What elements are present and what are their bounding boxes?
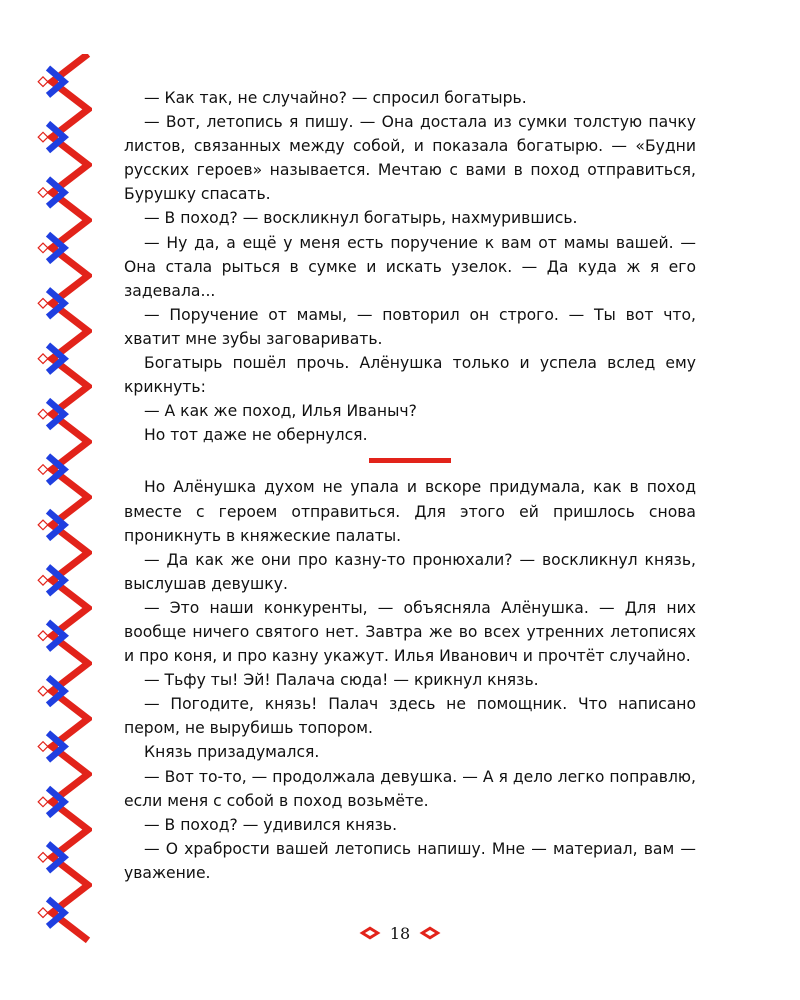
diamond-ornament-icon bbox=[358, 925, 382, 941]
paragraph: — Вот, летопись я пишу. — Она достала из сумки толстую пачку листов, связанных между собой, и показала богатырю. — «Будни русских героев» называется. Мечтаю с вами в поход отправиться, Бурушку спасать. bbox=[124, 113, 696, 204]
paragraph: — Как так, не случайно? — спросил богатырь. bbox=[144, 89, 527, 107]
page-text bbox=[124, 86, 696, 885]
paragraph: — Да как же они про казну-то пронюхали? — воскликнул князь, выслушав девушку. bbox=[124, 550, 696, 593]
paragraph: Князь призадумался. bbox=[144, 743, 320, 762]
paragraph: — В поход? — удивился князь. bbox=[144, 815, 398, 834]
section-divider bbox=[369, 458, 451, 463]
ornament-border bbox=[28, 54, 92, 944]
diamond-ornament-icon bbox=[418, 925, 442, 941]
page-number: 18 bbox=[389, 923, 411, 943]
paragraph: Но Алёнушка духом не упала и вскоре придумала, как в поход вместе с героем отправиться. Для этого ей пришлось снова проникнуть в княжеские палаты. bbox=[124, 478, 696, 545]
paragraph: — Погодите, князь! Палач здесь не помощник. Что написано пером, не вырубишь топором. bbox=[124, 695, 696, 738]
page-footer bbox=[0, 921, 800, 945]
paragraph: — Поручение от мамы, — повторил он строго. — Ты вот что, хватит мне зубы заговаривать. bbox=[124, 305, 696, 348]
paragraph: Богатырь пошёл прочь. Алёнушка только и успела вслед ему крикнуть: bbox=[124, 354, 696, 397]
paragraph: Но тот даже не обернулся. bbox=[144, 426, 368, 445]
paragraph: — Это наши конкуренты, — объясняла Алёнушка. — Для них вообще ничего святого нет. Завтра же во всех утренних летописях и про коня, и про казну укажут. Илья Иванович и прочтёт случайно. bbox=[124, 598, 696, 666]
paragraph: — Тьфу ты! Эй! Палача сюда! — крикнул князь. bbox=[144, 671, 539, 690]
paragraph: — А как же поход, Илья Иваныч? bbox=[144, 402, 417, 421]
paragraph: — В поход? — воскликнул богатырь, нахмурившись. bbox=[144, 209, 578, 228]
text-part-1 bbox=[124, 86, 696, 447]
text-part-2 bbox=[124, 475, 696, 885]
paragraph: — Вот то-то, — продолжала девушка. — А я дело легко поправлю, если меня с собой в поход возьмёте. bbox=[124, 767, 696, 810]
paragraph: — Ну да, а ещё у меня есть поручение к вам от мамы вашей. — Она стала рыться в сумке и искать узелок. — Да куда ж я его задевала... bbox=[124, 233, 696, 300]
paragraph: — О храбрости вашей летопись напишу. Мне — материал, вам — уважение. bbox=[124, 839, 696, 882]
